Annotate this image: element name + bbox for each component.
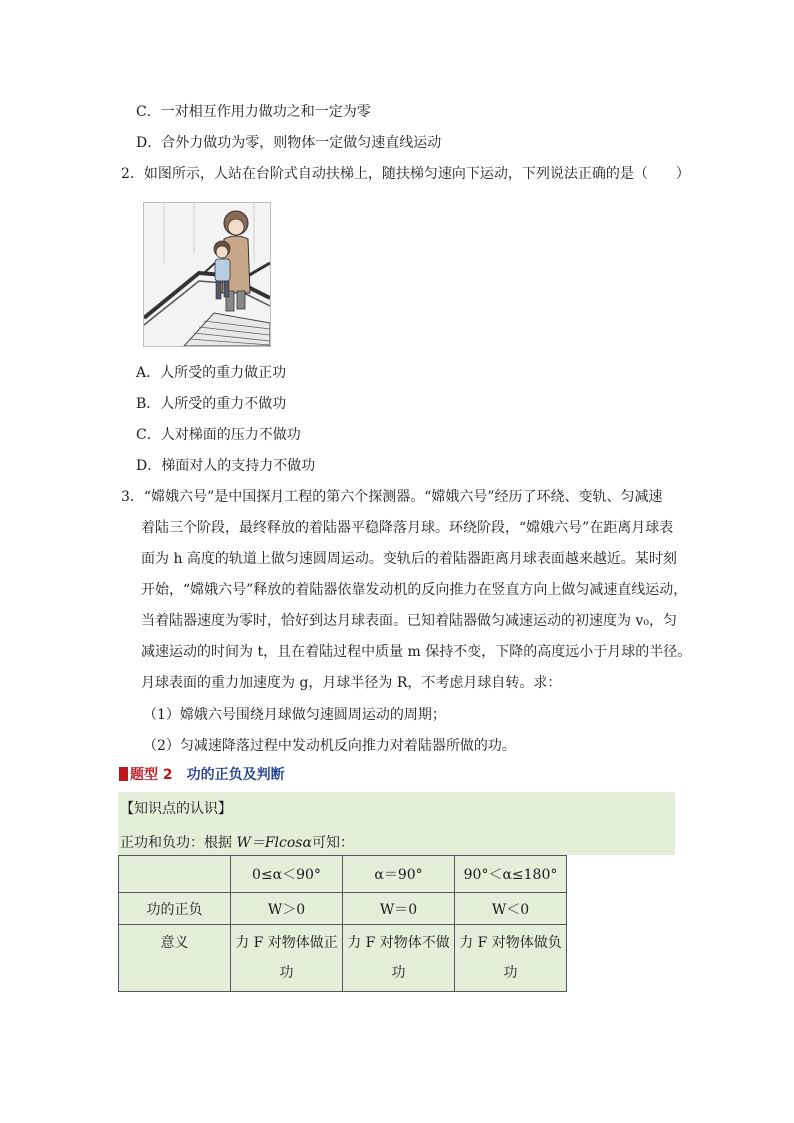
work-sign-table	[118, 855, 567, 992]
q2-option-d: D．梯面对人的支持力不做功	[136, 458, 316, 474]
q2-stem: 2．如图所示，人站在台阶式自动扶梯上，随扶梯匀速向下运动，下列说法正确的是（ ）	[121, 166, 690, 182]
table-header-row	[119, 856, 567, 893]
work-formula: W＝Flcosα	[236, 835, 312, 851]
section-marker-icon	[119, 767, 128, 781]
q3-sub-1: （1）嫦娥六号围绕月球做匀速圆周运动的周期；	[143, 707, 446, 723]
option-d-prev: D．合外力做功为零，则物体一定做匀速直线运动	[136, 135, 442, 151]
knowledge-heading: 【知识点的认识】	[120, 801, 232, 817]
table-cell	[343, 925, 455, 992]
table-header-cell: 90°＜α≤180°	[455, 856, 567, 893]
q3-sub-2: （2）匀减速降落过程中发动机反向推力对着陆器所做的功。	[143, 738, 516, 754]
section-title: 题型 2	[130, 767, 173, 783]
q3-line-4: 开始，“嫦娥六号”释放的着陆器依靠发动机的反向推力在竖直方向上做匀减速直线运动，	[141, 582, 688, 598]
table-cell	[455, 925, 567, 992]
q2-option-a: A．人所受的重力做正功	[136, 365, 287, 381]
knowledge-intro	[120, 832, 354, 852]
table-cell-text: 力 F 对物体做正功	[235, 935, 338, 981]
table-cell: W＝0	[343, 893, 455, 925]
table-row	[119, 925, 567, 992]
table-cell: W＜0	[455, 893, 567, 925]
table-cell-text: 力 F 对物体做负功	[459, 935, 562, 981]
table-cell	[231, 925, 343, 992]
table-header-cell	[119, 856, 231, 893]
knowledge-intro-prefix: 正功和负功：根据	[120, 835, 237, 851]
table-cell: 意义	[119, 925, 231, 992]
knowledge-box	[118, 792, 675, 855]
section-header	[119, 764, 285, 784]
q3-line-5: 当着陆器速度为零时，恰好到达月球表面。已知着陆器做匀减速运动的初速度为 v₀，匀	[141, 613, 677, 629]
section-subtitle: 功的正负及判断	[186, 767, 285, 783]
q3-line-3: 面为 h 高度的轨道上做匀速圆周运动。变轨后的着陆器距离月球表面越来越近。某时刻	[141, 551, 677, 567]
table-cell: 功的正负	[119, 893, 231, 925]
table-cell: W＞0	[231, 893, 343, 925]
escalator-figure	[143, 202, 271, 347]
knowledge-intro-suffix: 可知：	[311, 835, 354, 851]
q2-option-c: C．人对梯面的压力不做功	[136, 427, 301, 443]
table-header-cell: 0≤α＜90°	[231, 856, 343, 893]
q3-line-7: 月球表面的重力加速度为 g，月球半径为 R，不考虑月球自转。求：	[141, 675, 562, 691]
escalator-illustration	[144, 203, 270, 346]
q3-line-6: 减速运动的时间为 t，且在着陆过程中质量 m 保持不变，下降的高度远小于月球的半径。	[141, 644, 692, 660]
table-header-cell: α＝90°	[343, 856, 455, 893]
q3-line-2: 着陆三个阶段，最终释放的着陆器平稳降落月球。环绕阶段，“嫦娥六号”在距离月球表	[141, 520, 674, 536]
table-row	[119, 893, 567, 925]
table-cell-text: 力 F 对物体不做功	[347, 935, 450, 981]
option-c-prev: C．一对相互作用力做功之和一定为零	[136, 104, 371, 120]
q2-option-b: B．人所受的重力不做功	[136, 396, 287, 412]
q3-line-1: 3．“嫦娥六号”是中国探月工程的第六个探测器。“嫦娥六号”经历了环绕、变轨、匀减速	[121, 489, 663, 505]
